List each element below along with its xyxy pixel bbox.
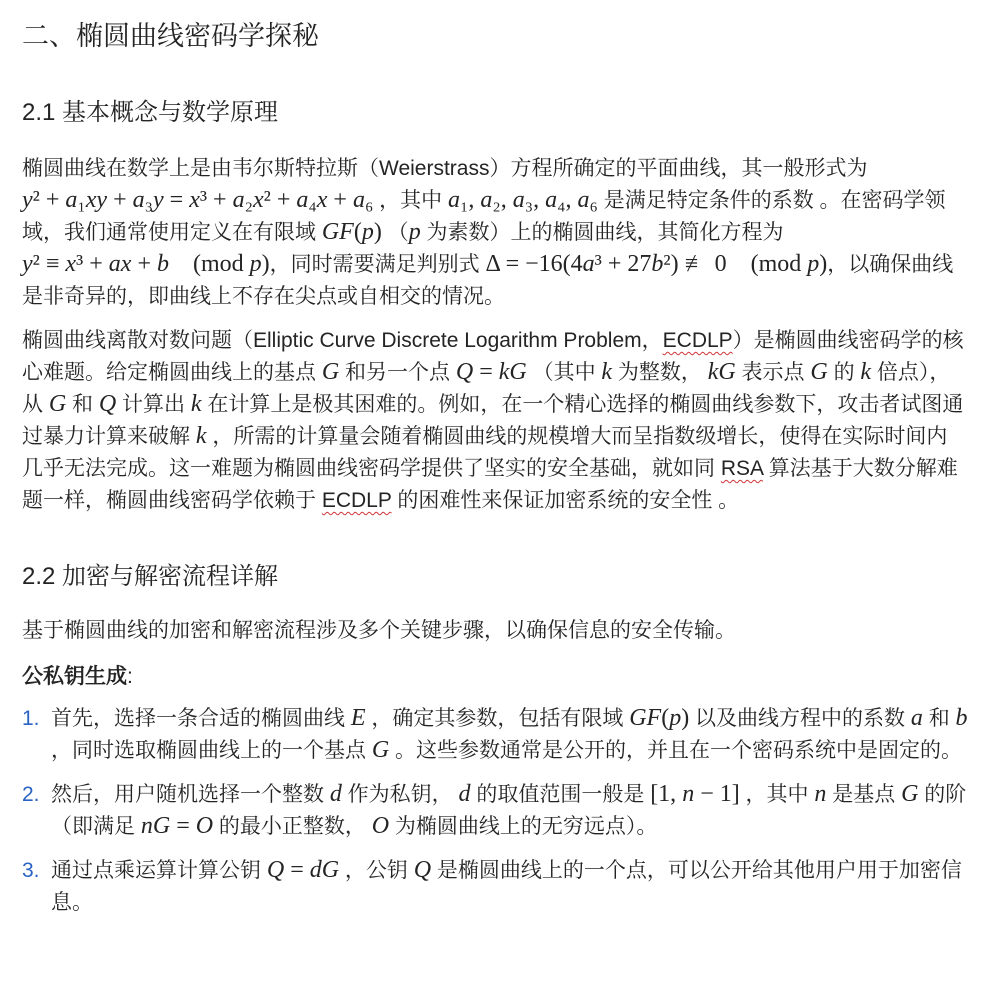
step-text [51, 779, 968, 843]
step-text [51, 703, 968, 767]
math-coefficient-a [911, 705, 923, 731]
math-private-key-d [330, 781, 342, 807]
math-variable: d [458, 781, 471, 807]
math-variable: E [350, 705, 366, 731]
math-variable: p [249, 251, 262, 277]
math-variable: GF [321, 219, 354, 245]
text-run: 椭圆曲线在数学上是由韦尔斯特拉斯（Weierstrass）方程所确定的平面曲线，其一般形式为 [22, 157, 868, 180]
math-variable: y [22, 187, 33, 213]
text-run: 椭圆曲线离散对数问题（Elliptic Curve Discrete Logarithm Problem， [22, 329, 663, 352]
keygen-steps [22, 703, 968, 919]
math-variable: x [189, 187, 200, 213]
math-variable: a [545, 187, 558, 213]
math-variable: y [22, 251, 33, 277]
keygen-heading [22, 661, 968, 693]
math-variable: p [807, 251, 820, 277]
math-order-n [814, 781, 826, 807]
text-run: 为整数， [612, 361, 708, 384]
math-variable: O [195, 813, 214, 839]
acronym-ecdlp: ECDLP [662, 329, 733, 352]
math-variable: p [669, 705, 682, 731]
math-weierstrass-equation: y² + a₁xy + a₃y = x³ + a₂x² + a₄x + a₆ [22, 187, 374, 213]
math-variable: b [955, 705, 968, 731]
text-run: 是椭圆曲线上的一个点，可以公开给其他用户用于加密信息。 [51, 859, 962, 914]
text-run: ，同时选取椭圆曲线上的一个基点 [51, 739, 372, 762]
math-variable: a [582, 251, 595, 277]
math-variable: Q [413, 857, 432, 883]
math-variable: Q [266, 857, 285, 883]
math-ng-equals-o: nG = O [140, 813, 214, 839]
math-expression [191, 391, 202, 417]
step-number: 3. [22, 859, 40, 882]
math-private-key-d [459, 781, 471, 807]
paragraph-ecdlp [22, 325, 968, 517]
text-run: 的困难性来保证加密系统的安全性 。 [391, 489, 740, 512]
text-run: 作为私钥， [341, 783, 459, 806]
math-variable: a [910, 705, 923, 731]
math-variable: Q [98, 391, 117, 417]
step-item [22, 855, 968, 919]
math-variable: x [252, 187, 264, 213]
text-run: ，公钥 [339, 859, 414, 882]
paragraph-intro: 基于椭圆曲线的加密和解密流程涉及多个关键步骤，以确保信息的安全传输。 [22, 619, 736, 642]
math-variable: k [601, 359, 613, 385]
text-run: 为椭圆曲线上的无穷远点）。 [389, 815, 658, 838]
text-run: 的取值范围一般是 [470, 783, 651, 806]
math-variable: Q [455, 359, 474, 385]
math-variable: G [810, 359, 828, 385]
text-run: 首先，选择一条合适的椭圆曲线 [51, 707, 351, 730]
math-variable: nG [140, 813, 171, 839]
math-q-equals-kg: Q = kG [455, 359, 527, 385]
keygen-colon: : [127, 665, 133, 688]
step-number: 2. [22, 783, 40, 806]
math-curve-e [351, 705, 366, 731]
math-expression [601, 359, 612, 385]
text-run: ，所需的计算量会随着椭圆曲线的规模增大而呈指数级增长，使得在实际时间内几乎无法完成。这一难题为椭圆曲线密码学提供了坚实的安全基础，就如同 [22, 425, 948, 480]
text-run: 以及曲线方程中的系数 [689, 707, 911, 730]
math-variable: a [577, 187, 590, 213]
text-run: 是满足特定条件的系数 。在密码学领域，我们通常使用定义在有限域 [22, 189, 946, 244]
text-run: 算法基于大数分解难题一样，椭圆曲线密码学依赖于 [22, 457, 958, 512]
math-variable: k [190, 391, 202, 417]
math-variable: k [195, 423, 207, 449]
math-base-point-g [322, 359, 339, 385]
math-variable: G [901, 781, 919, 807]
text-run: 倍点），从 [22, 361, 951, 416]
math-variable: k [860, 359, 872, 385]
section-heading-2-1: 2.1 基本概念与数学原理 [22, 99, 279, 126]
math-variable: ax [108, 251, 132, 277]
acronym-rsa: RSA [720, 457, 763, 480]
math-expression [196, 423, 207, 449]
text-run: 计算出 [116, 393, 191, 416]
math-base-point-g [901, 781, 918, 807]
math-expression [810, 359, 827, 385]
math-variable: xy [85, 187, 108, 213]
text-run: 通过点乘运算计算公钥 [51, 859, 267, 882]
math-variable: b [156, 251, 169, 277]
math-variable: n [682, 781, 695, 807]
math-variable: p [361, 219, 374, 245]
math-variable: a [296, 187, 309, 213]
keygen-label: 公私钥生成 [22, 665, 127, 688]
math-expression [99, 391, 116, 417]
math-variable: a [512, 187, 525, 213]
math-base-point-g [372, 737, 389, 763]
math-variable: a [65, 187, 78, 213]
acronym-ecdlp: ECDLP [321, 489, 392, 512]
math-simplified-equation: y² ≡ x³ + ax + b (mod p) [22, 251, 270, 277]
math-finite-field: GF(p) [629, 705, 690, 731]
text-run: 表示点 [735, 361, 811, 384]
step-item [22, 779, 968, 843]
math-variable: dG [309, 857, 340, 883]
math-variable: kG [707, 359, 736, 385]
math-variable: a [132, 187, 145, 213]
text-run: 为素数）上的椭圆曲线，其简化方程为 [420, 221, 784, 244]
math-expression [708, 359, 736, 385]
math-variable: G [48, 391, 67, 417]
math-variable: x [316, 187, 328, 213]
text-run: 和 [922, 707, 956, 730]
math-point-at-infinity [372, 813, 389, 839]
math-variable: n [814, 781, 827, 807]
math-variable: p [408, 219, 421, 245]
math-variable: a [352, 187, 365, 213]
text-run: ，确定其参数，包括有限域 [365, 707, 630, 730]
math-public-key-q [414, 857, 431, 883]
text-run: ，同时需要满足判别式 [269, 253, 486, 276]
text-run: 的 [827, 361, 861, 384]
math-variable: kG [498, 359, 527, 385]
section-heading-2-2: 2.2 加密与解密流程详解 [22, 563, 279, 590]
text-run: ，以确保曲线是非奇异的，即曲线上不存在尖点或自相交的情况。 [22, 253, 954, 308]
math-finite-field: GF(p) [321, 219, 382, 245]
step-text [51, 855, 968, 919]
math-variable: d [329, 781, 342, 807]
math-range: [1, n − 1] [650, 781, 740, 807]
step-number: 1. [22, 707, 40, 730]
math-expression [49, 391, 66, 417]
text-run: 是基点 [826, 783, 902, 806]
math-variable: O [371, 813, 390, 839]
text-run: 。这些参数通常是公开的，并且在一个密码系统中是固定的。 [389, 739, 963, 762]
math-variable: y [153, 187, 164, 213]
math-prime-p [409, 219, 421, 245]
math-coefficient-list: a₁, a₂, a₃, a₄, a₆ [447, 187, 598, 213]
math-variable: a [480, 187, 493, 213]
math-q-equals-dg: Q = dG [266, 857, 340, 883]
math-variable: a [232, 187, 245, 213]
text-run: ，其中 [739, 783, 815, 806]
math-variable: G [371, 737, 390, 763]
math-variable: x [65, 251, 77, 277]
math-coefficient-b [956, 705, 968, 731]
text-run: （其中 [526, 361, 602, 384]
text-run: 和 [66, 393, 99, 416]
text-run: 和另一个点 [339, 361, 456, 384]
text-run: （ [381, 221, 409, 244]
math-variable: a [447, 187, 460, 213]
math-variable: b [651, 251, 664, 277]
text-run: 的最小正整数， [213, 815, 372, 838]
paragraph-curve-definition [22, 153, 968, 313]
text-run: 在计算上是极其困难的。例如，在一个精心选择的椭圆曲线参数下，攻击者试图通过暴力计算来破解 [22, 393, 964, 448]
step-item [22, 703, 968, 767]
math-expression [860, 359, 871, 385]
math-variable: G [321, 359, 340, 385]
math-variable: GF [629, 705, 662, 731]
math-discriminant-condition: Δ = −16(4a³ + 27b²) ≢ 0 (mod p) [485, 251, 828, 277]
page-title: 二、椭圆曲线密码学探秘 [22, 21, 319, 51]
text-run: 然后，用户随机选择一个整数 [51, 783, 330, 806]
text-run: ）是椭圆曲线密码学的核心难题。给定椭圆曲线上的基点 [22, 329, 964, 384]
text-run: ，其中 [373, 189, 448, 212]
text-run: 的阶（即满足 [51, 783, 967, 838]
